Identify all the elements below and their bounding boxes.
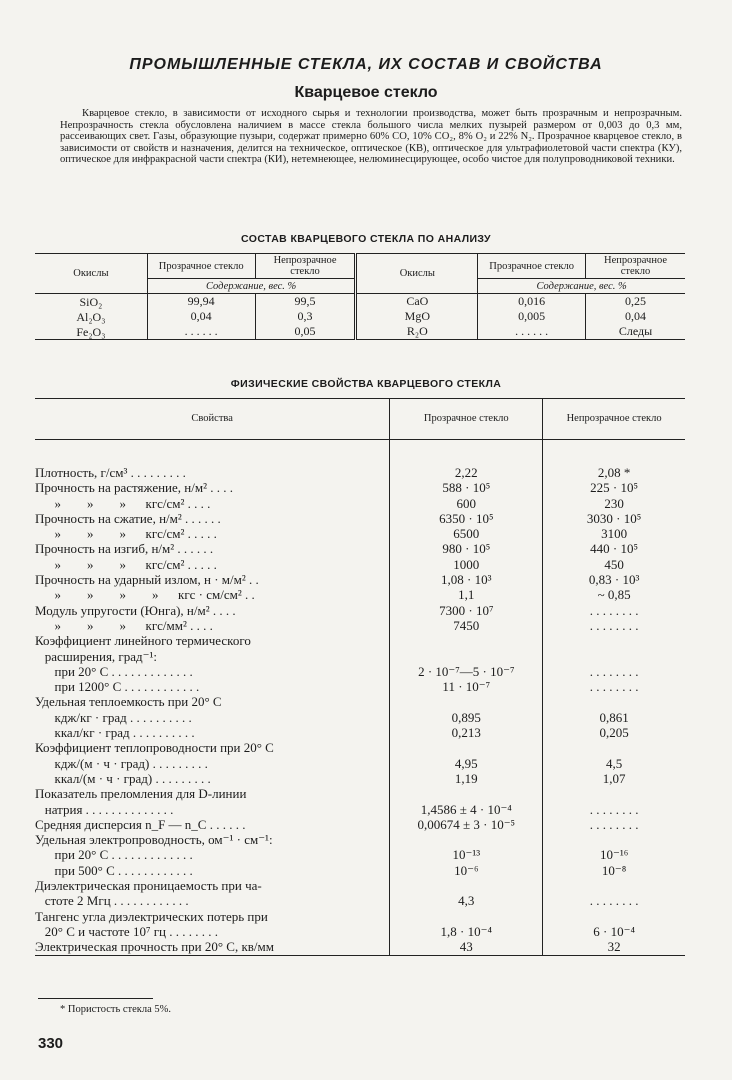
opaque-value: 440 · 10⁵	[543, 541, 685, 556]
opaque-value	[543, 786, 685, 801]
property-label	[35, 802, 390, 817]
property-label	[35, 496, 390, 511]
opaque-value: . . . . . . . .	[543, 893, 685, 908]
property-label	[35, 511, 390, 526]
footnote: * Пористость стекла 5%.	[60, 1004, 172, 1015]
property-row	[35, 924, 685, 939]
property-row	[35, 893, 685, 908]
transparent-value: 6500	[390, 526, 543, 541]
property-text: Коэффициент линейного термического	[35, 633, 251, 649]
opaque-value: . . . . . . . .	[543, 664, 685, 679]
property-text: при 1200° С . . . . . . . . . . . .	[35, 679, 200, 695]
composition-table	[35, 253, 685, 340]
header-oxides-right: Окислы	[356, 254, 478, 294]
property-row	[35, 649, 685, 664]
footnote-rule	[38, 998, 153, 999]
property-row	[35, 909, 685, 924]
transparent-value: 4,95	[390, 756, 543, 771]
property-text: 20° С и частоте 10⁷ гц . . . . . . . .	[35, 923, 219, 939]
opaque-value	[543, 694, 685, 709]
header-property: Свойства	[35, 399, 390, 440]
value-cell: 0,016	[478, 294, 586, 310]
property-text: » » » кгс/см² . . . . .	[35, 556, 217, 572]
value-cell: . . . . . .	[478, 324, 586, 340]
transparent-value: 1,8 · 10⁻⁴	[390, 924, 543, 939]
property-label	[35, 480, 390, 495]
page-number: 330	[38, 1035, 64, 1052]
transparent-value: 1,1	[390, 587, 543, 602]
property-text: Прочность на ударный излом, н · м/м² . .	[35, 572, 259, 588]
opaque-value: 2,08 *	[543, 465, 685, 480]
property-row	[35, 847, 685, 862]
property-label	[35, 893, 390, 908]
property-label	[35, 771, 390, 786]
property-row	[35, 771, 685, 786]
property-text: Электрическая прочность при 20° С, кв/мм	[35, 939, 275, 955]
property-text: при 500° С . . . . . . . . . . . .	[35, 862, 193, 878]
transparent-value: 2 · 10⁻⁷—5 · 10⁻⁷	[390, 664, 543, 679]
property-label	[35, 725, 390, 740]
property-row	[35, 587, 685, 602]
property-text: Прочность на растяжение, н/м² . . . .	[35, 480, 233, 496]
property-label	[35, 633, 390, 648]
header-transparent-left: Прозрачное стекло	[147, 254, 255, 279]
oxide-cell: SiO₂	[35, 294, 147, 310]
property-text: Прочность на сжатие, н/м² . . . . . .	[35, 510, 221, 526]
property-row	[35, 694, 685, 709]
transparent-value: 4,3	[390, 893, 543, 908]
property-row	[35, 878, 685, 893]
property-text: Удельная электропроводность, ом⁻¹ · см⁻¹:	[35, 832, 273, 848]
transparent-value: 10⁻¹³	[390, 847, 543, 862]
opaque-value: 32	[543, 939, 685, 955]
value-cell: Следы	[586, 324, 685, 340]
opaque-value: . . . . . . . .	[543, 603, 685, 618]
transparent-value: 11 · 10⁻⁷	[390, 679, 543, 694]
opaque-value: 450	[543, 557, 685, 572]
transparent-value	[390, 694, 543, 709]
property-text: кдж/кг · град . . . . . . . . . .	[35, 709, 192, 725]
transparent-value: 7450	[390, 618, 543, 633]
transparent-value	[390, 649, 543, 664]
property-label	[35, 587, 390, 602]
intro-paragraph: Кварцевое стекло, в зависимости от исходного сырья и технологии производства, может быть прозрачным и непрозрачным. Непрозрачность стекла обусловлена наличием в массе стекла большого числа мелких пузырей размером от 0,003 до 0,3 мм, рассеивающих свет. Газы, образующие пузыри, содержат примерно 60% CO, 10% CO₂, 8% O₂ и 22% N₂. Прозрачное кварцевое стекло, в зависимости от свойств и назначения, делится на техническое, оптическое (КВ), оптическое для ультрафиолетовой части спектра (КУ), оптическое для инфракрасной части спектра (КИ), нетемнеющее, нелюминесцирующее, особо чистое для полупроводниковой техники.	[60, 108, 682, 166]
transparent-value: 600	[390, 496, 543, 511]
property-label	[35, 618, 390, 633]
opaque-value: . . . . . . . .	[543, 679, 685, 694]
running-title: ПРОМЫШЛЕННЫЕ СТЕКЛА, ИХ СОСТАВ И СВОЙСТВА	[129, 56, 603, 73]
opaque-value	[543, 878, 685, 893]
property-row	[35, 802, 685, 817]
opaque-value: 3030 · 10⁵	[543, 511, 685, 526]
opaque-value: . . . . . . . .	[543, 802, 685, 817]
oxide-cell: R₂O	[356, 324, 478, 340]
property-text: Средняя дисперсия n_F — n_C . . . . . .	[35, 816, 246, 832]
property-label	[35, 817, 390, 832]
content-label-right: Содержание, вес. %	[478, 279, 685, 294]
property-row	[35, 618, 685, 633]
opaque-value: 230	[543, 496, 685, 511]
opaque-value: 1,07	[543, 771, 685, 786]
value-cell: 0,3	[255, 309, 356, 324]
property-label	[35, 740, 390, 755]
opaque-value: . . . . . . . .	[543, 618, 685, 633]
opaque-value	[543, 909, 685, 924]
value-cell: 99,5	[255, 294, 356, 310]
opaque-value: 0,861	[543, 710, 685, 725]
property-label	[35, 756, 390, 771]
property-text: » » » » кгс · см/см² . .	[35, 587, 255, 603]
opaque-value	[543, 649, 685, 664]
property-row	[35, 740, 685, 755]
oxide-cell: CaO	[356, 294, 478, 310]
transparent-value: 0,213	[390, 725, 543, 740]
transparent-value	[390, 832, 543, 847]
property-row	[35, 572, 685, 587]
property-text: Диэлектрическая проницаемость при ча-	[35, 878, 262, 894]
property-label	[35, 909, 390, 924]
opaque-value: 225 · 10⁵	[543, 480, 685, 495]
value-cell: 0,04	[147, 309, 255, 324]
composition-table-title: СОСТАВ КВАРЦЕВОГО СТЕКЛА ПО АНАЛИЗУ	[241, 233, 491, 245]
transparent-value: 1000	[390, 557, 543, 572]
value-cell: 0,25	[625, 294, 647, 308]
property-label	[35, 572, 390, 587]
property-row	[35, 817, 685, 832]
opaque-value: 4,5	[543, 756, 685, 771]
transparent-value: 1,08 · 10³	[390, 572, 543, 587]
property-label	[35, 541, 390, 556]
transparent-value: 2,22	[390, 465, 543, 480]
opaque-value	[543, 633, 685, 648]
property-row	[35, 725, 685, 740]
property-text: ккал/(м · ч · град) . . . . . . . . .	[35, 770, 211, 786]
transparent-value: 43	[390, 939, 543, 955]
value-cell: 0,05	[255, 324, 356, 340]
section-title: Кварцевое стекло	[294, 84, 438, 101]
transparent-value: 7300 · 10⁷	[390, 603, 543, 618]
property-text: Модуль упругости (Юнга), н/м² . . . .	[35, 602, 236, 618]
property-text: » » » кгс/см² . . . .	[35, 495, 211, 511]
transparent-value: 980 · 10⁵	[390, 541, 543, 556]
value-cell: 0,005	[478, 309, 586, 324]
property-text: Прочность на изгиб, н/м² . . . . . .	[35, 541, 214, 557]
property-label	[35, 847, 390, 862]
opaque-value: 10⁻⁸	[543, 863, 685, 878]
property-row	[35, 465, 685, 480]
property-row	[35, 541, 685, 556]
transparent-value	[390, 786, 543, 801]
property-row	[35, 679, 685, 694]
oxide-cell: MgO	[356, 309, 478, 324]
opaque-value: 10⁻¹⁶	[543, 847, 685, 862]
oxide-cell: Al₂O₃	[35, 309, 147, 324]
property-text: кдж/(м · ч · град) . . . . . . . . .	[35, 755, 208, 771]
opaque-value: 6 · 10⁻⁴	[543, 924, 685, 939]
content-label-left: Содержание, вес. %	[147, 279, 356, 294]
composition-row	[35, 309, 685, 324]
property-text: ккал/кг · град . . . . . . . . . .	[35, 725, 195, 741]
property-label	[35, 465, 390, 480]
opaque-value	[543, 740, 685, 755]
property-text: при 20° С . . . . . . . . . . . . .	[35, 663, 193, 679]
property-label	[35, 939, 390, 955]
transparent-value	[390, 740, 543, 755]
property-text: » » » кгс/мм² . . . .	[35, 617, 213, 633]
oxide-cell: Fe₂O₃	[35, 324, 147, 340]
value-cell: 0,04	[625, 309, 647, 323]
property-row	[35, 786, 685, 801]
property-text: натрия . . . . . . . . . . . . . .	[35, 801, 174, 817]
opaque-value: . . . . . . . .	[543, 817, 685, 832]
opaque-value: 0,205	[543, 725, 685, 740]
opaque-value: 3100	[543, 526, 685, 541]
property-text: Показатель преломления для D-линии	[35, 786, 247, 802]
opaque-value	[543, 832, 685, 847]
header-opaque-left: Непрозрачное стекло	[255, 254, 356, 279]
opaque-value: 0,83 · 10³	[543, 572, 685, 587]
property-row	[35, 480, 685, 495]
property-row	[35, 526, 685, 541]
property-row	[35, 756, 685, 771]
property-row	[35, 496, 685, 511]
value-cell: . . . . . .	[147, 324, 255, 340]
header-transparent-right: Прозрачное стекло	[478, 254, 586, 279]
property-row	[35, 603, 685, 618]
transparent-value: 6350 · 10⁵	[390, 511, 543, 526]
property-row	[35, 832, 685, 847]
header-oxides-left: Окислы	[35, 254, 147, 294]
properties-body	[35, 465, 685, 955]
transparent-value	[390, 633, 543, 648]
property-label	[35, 710, 390, 725]
transparent-value: 0,895	[390, 710, 543, 725]
transparent-value: 10⁻⁶	[390, 863, 543, 878]
property-text: Плотность, г/см³ . . . . . . . . .	[35, 465, 186, 480]
transparent-value	[390, 909, 543, 924]
opaque-value: ~ 0,85	[543, 587, 685, 602]
transparent-value: 1,4586 ± 4 · 10⁻⁴	[390, 802, 543, 817]
property-text: при 20° С . . . . . . . . . . . . .	[35, 847, 193, 863]
property-label	[35, 679, 390, 694]
property-row	[35, 710, 685, 725]
property-text: Удельная теплоемкость при 20° С	[35, 694, 222, 710]
header-opaque-right: Непрозрачное стекло	[586, 254, 685, 279]
property-row	[35, 664, 685, 679]
property-label	[35, 526, 390, 541]
composition-row	[35, 294, 685, 310]
property-label	[35, 863, 390, 878]
transparent-value: 1,19	[390, 771, 543, 786]
property-text: » » » кгс/см² . . . . .	[35, 526, 217, 542]
physical-properties-table	[35, 398, 685, 956]
property-label	[35, 878, 390, 893]
property-row	[35, 939, 685, 955]
property-text: Коэффициент теплопроводности при 20° С	[35, 740, 274, 756]
value-cell: 99,94	[147, 294, 255, 310]
property-text: Тангенс угла диэлектрических потерь при	[35, 908, 268, 924]
composition-row	[35, 324, 685, 340]
property-label	[35, 664, 390, 679]
transparent-value	[390, 878, 543, 893]
property-text: стоте 2 Мгц . . . . . . . . . . . .	[35, 893, 189, 909]
property-row	[35, 557, 685, 572]
property-label	[35, 786, 390, 801]
property-label	[35, 649, 390, 664]
property-label	[35, 694, 390, 709]
property-label	[35, 557, 390, 572]
property-text: расширения, град⁻¹:	[35, 648, 158, 664]
transparent-value: 0,00674 ± 3 · 10⁻⁵	[390, 817, 543, 832]
property-row	[35, 863, 685, 878]
property-label	[35, 924, 390, 939]
property-label	[35, 832, 390, 847]
property-row	[35, 511, 685, 526]
property-label	[35, 603, 390, 618]
transparent-value: 588 · 10⁵	[390, 480, 543, 495]
property-row	[35, 633, 685, 648]
physical-table-title: ФИЗИЧЕСКИЕ СВОЙСТВА КВАРЦЕВОГО СТЕКЛА	[230, 378, 502, 390]
header-transparent: Прозрачное стекло	[390, 399, 543, 440]
header-opaque: Непрозрачное стекло	[543, 399, 685, 440]
